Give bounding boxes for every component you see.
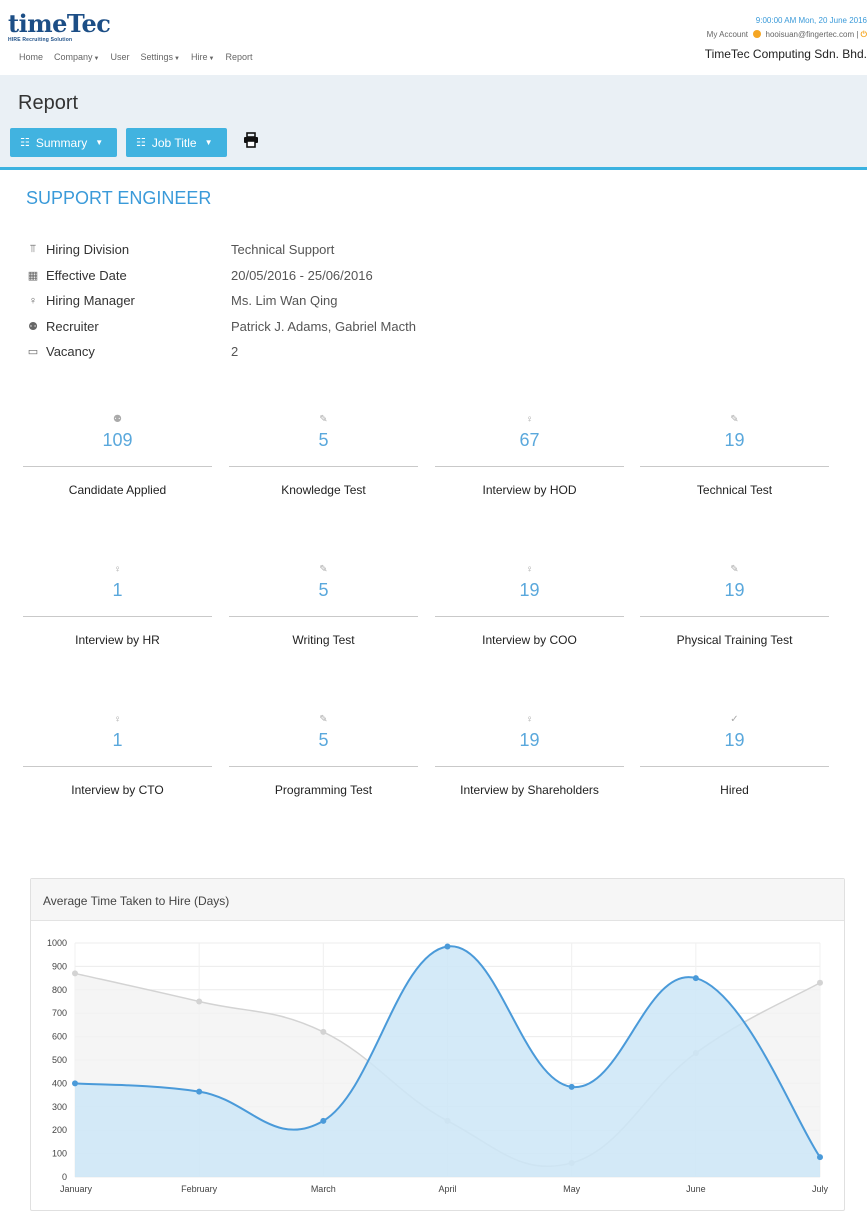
stat-divider bbox=[435, 616, 624, 617]
check-circle-icon: ✓ bbox=[730, 714, 739, 725]
stat-value: 19 bbox=[724, 430, 745, 450]
user-icon: ♀ bbox=[113, 564, 122, 575]
job-title-button-label: Job Title bbox=[151, 135, 197, 150]
series-1-point-july bbox=[817, 1154, 823, 1160]
stat-divider bbox=[229, 466, 418, 467]
info-label-text: Vacancy bbox=[46, 344, 95, 359]
logo-time: time bbox=[8, 9, 67, 38]
nav-item-company[interactable] bbox=[54, 52, 99, 62]
x-tick-label: April bbox=[438, 1184, 457, 1194]
company-name: TimeTec Computing Sdn. Bhd. bbox=[704, 47, 867, 61]
y-tick-label: 600 bbox=[51, 1031, 67, 1042]
y-tick-label: 1000 bbox=[46, 938, 67, 948]
account-email[interactable]: hooisuan@fingertec.com bbox=[765, 30, 855, 39]
account-area bbox=[705, 16, 867, 61]
info-label-text: Recruiter bbox=[46, 318, 99, 334]
stat-divider bbox=[640, 466, 829, 467]
report-header-band bbox=[0, 75, 867, 170]
info-label-text: Effective Date bbox=[46, 267, 127, 283]
info-row-hiring-division bbox=[26, 242, 334, 257]
average-time-to-hire-chart bbox=[30, 878, 845, 1211]
x-tick-label: February bbox=[181, 1184, 218, 1194]
x-tick-label: July bbox=[811, 1184, 828, 1194]
stat-value: 19 bbox=[724, 580, 745, 600]
logo-tec: Tec bbox=[66, 9, 111, 38]
info-label bbox=[26, 344, 231, 359]
info-label bbox=[26, 293, 231, 308]
stat-technical-test[interactable] bbox=[640, 413, 829, 497]
stat-value: 5 bbox=[318, 580, 329, 600]
nav-item-label: Company bbox=[54, 52, 93, 62]
info-row-recruiter bbox=[26, 319, 416, 334]
sitemap-icon: ☷ bbox=[136, 137, 146, 149]
stat-value: 5 bbox=[318, 730, 329, 750]
y-tick-label: 900 bbox=[51, 961, 67, 972]
stat-writing-test[interactable] bbox=[229, 563, 418, 647]
stat-label: Interview by COO bbox=[482, 633, 577, 647]
stat-label: Hired bbox=[720, 783, 749, 797]
logo-subtitle: HIRE Recruiting Solution bbox=[8, 37, 73, 43]
job-title-dropdown-button[interactable] bbox=[126, 128, 227, 157]
nav-item-label: User bbox=[110, 52, 130, 62]
stat-label: Interview by HOD bbox=[482, 483, 577, 497]
stat-value: 19 bbox=[519, 730, 540, 750]
pencil-icon: ✎ bbox=[319, 564, 328, 575]
nav-item-hire[interactable] bbox=[191, 52, 214, 62]
page-title: Report bbox=[18, 92, 79, 114]
summary-dropdown-button[interactable] bbox=[10, 128, 117, 157]
caret-down-icon: ▼ bbox=[95, 138, 104, 147]
nav-item-settings[interactable] bbox=[141, 52, 180, 62]
info-label bbox=[26, 268, 231, 283]
main-nav bbox=[19, 52, 252, 62]
info-row-effective-date bbox=[26, 268, 373, 283]
pencil-icon: ✎ bbox=[319, 714, 328, 725]
stat-value: 1 bbox=[112, 580, 123, 600]
stat-interview-by-shareholders[interactable] bbox=[435, 713, 624, 797]
chart-canvas bbox=[31, 921, 844, 1211]
user-icon: ♀ bbox=[525, 564, 534, 575]
briefcase-icon: ▭ bbox=[27, 346, 39, 358]
nav-item-user[interactable] bbox=[111, 52, 130, 62]
stat-divider bbox=[640, 766, 829, 767]
stat-label: Writing Test bbox=[292, 633, 355, 647]
chart-title: Average Time Taken to Hire (Days) bbox=[31, 879, 844, 921]
y-tick-label: 0 bbox=[61, 1172, 67, 1182]
logout-power-icon[interactable]: ⏻ bbox=[860, 30, 867, 39]
current-datetime: 9:00:00 AM Mon, 20 June 2016 bbox=[755, 16, 867, 25]
info-value: Technical Support bbox=[231, 242, 335, 257]
y-tick-label: 500 bbox=[51, 1055, 67, 1065]
print-icon[interactable] bbox=[243, 132, 259, 148]
stat-physical-training-test[interactable] bbox=[640, 563, 829, 647]
y-tick-label: 200 bbox=[51, 1125, 67, 1136]
account-status-icon bbox=[753, 30, 761, 38]
stat-label: Knowledge Test bbox=[281, 483, 366, 497]
stat-divider bbox=[23, 616, 212, 617]
stat-value: 19 bbox=[724, 730, 745, 750]
caret-down-icon: ▼ bbox=[93, 56, 100, 62]
summary-button-label: Summary bbox=[35, 135, 88, 150]
signpost-icon: ⫪ bbox=[29, 243, 37, 255]
timetec-hire-logo[interactable] bbox=[8, 9, 111, 43]
info-row-vacancy bbox=[26, 344, 238, 359]
stat-value: 19 bbox=[519, 580, 540, 600]
pencil-icon: ✎ bbox=[319, 414, 328, 425]
stat-divider bbox=[229, 766, 418, 767]
info-value: Patrick J. Adams, Gabriel Macth bbox=[231, 318, 416, 334]
info-value: 20/05/2016 - 25/06/2016 bbox=[231, 267, 373, 283]
series-0-point-january bbox=[72, 970, 78, 976]
nav-item-label: Hire bbox=[191, 52, 208, 62]
top-header bbox=[0, 0, 867, 75]
nav-item-label: Home bbox=[19, 52, 44, 62]
stat-label: Physical Training Test bbox=[676, 633, 793, 647]
info-label bbox=[26, 242, 231, 257]
stat-divider bbox=[435, 766, 624, 767]
nav-item-label: Report bbox=[225, 52, 253, 62]
info-label bbox=[26, 319, 231, 334]
stat-label: Interview by CTO bbox=[71, 783, 164, 797]
info-label-text: Hiring Manager bbox=[46, 293, 135, 308]
stat-interview-by-hr[interactable] bbox=[23, 563, 212, 647]
nav-item-report[interactable] bbox=[225, 52, 252, 62]
stat-label: Candidate Applied bbox=[68, 483, 167, 497]
series-0-point-february bbox=[196, 999, 202, 1005]
series-1-point-january bbox=[72, 1080, 78, 1086]
stat-divider bbox=[23, 466, 212, 467]
stat-interview-by-coo[interactable] bbox=[435, 563, 624, 647]
stat-value: 1 bbox=[112, 730, 123, 750]
user-icon: ♀ bbox=[525, 414, 534, 425]
user-icon: ♀ bbox=[525, 714, 534, 725]
nav-item-label: Settings bbox=[140, 52, 174, 62]
info-value: Ms. Lim Wan Qing bbox=[231, 293, 338, 308]
caret-down-icon: ▼ bbox=[204, 138, 213, 147]
series-1-point-april bbox=[445, 944, 451, 950]
series-1-point-february bbox=[196, 1089, 202, 1095]
stat-value: 67 bbox=[519, 430, 540, 450]
stat-label: Interview by Shareholders bbox=[460, 783, 599, 797]
y-tick-label: 800 bbox=[51, 984, 67, 995]
job-title-heading: SUPPORT ENGINEER bbox=[26, 188, 212, 208]
user-icon: ♀ bbox=[113, 714, 122, 725]
stat-value: 109 bbox=[102, 430, 133, 450]
stat-divider bbox=[435, 466, 624, 467]
stat-divider bbox=[229, 616, 418, 617]
y-tick-label: 700 bbox=[51, 1008, 67, 1019]
pencil-icon: ✎ bbox=[730, 414, 739, 425]
stat-hired[interactable] bbox=[640, 713, 829, 797]
stat-label: Interview by HR bbox=[75, 633, 160, 647]
stat-divider bbox=[23, 766, 212, 767]
pencil-icon: ✎ bbox=[730, 564, 739, 575]
info-label-text: Hiring Division bbox=[46, 242, 130, 257]
nav-item-home[interactable] bbox=[19, 52, 43, 62]
users-icon: ⚉ bbox=[28, 320, 38, 333]
x-tick-label: March bbox=[310, 1184, 336, 1194]
series-1-point-may bbox=[569, 1084, 575, 1090]
users-icon: ⚉ bbox=[113, 414, 122, 425]
stat-programming-test[interactable] bbox=[229, 713, 418, 797]
x-tick-label: June bbox=[686, 1184, 706, 1194]
x-tick-label: May bbox=[563, 1184, 581, 1194]
stat-divider bbox=[640, 616, 829, 617]
y-tick-label: 300 bbox=[51, 1101, 67, 1112]
caret-down-icon: ▼ bbox=[208, 56, 215, 62]
logo-wordmark bbox=[8, 9, 111, 38]
info-value: 2 bbox=[231, 344, 239, 359]
series-1-point-june bbox=[693, 975, 699, 981]
calendar-icon: ▦ bbox=[27, 269, 39, 282]
my-account-link[interactable]: My Account bbox=[706, 30, 749, 39]
account-line bbox=[705, 30, 867, 40]
stat-knowledge-test[interactable] bbox=[229, 413, 418, 497]
y-tick-label: 400 bbox=[51, 1078, 67, 1089]
info-row-hiring-manager bbox=[26, 293, 337, 308]
stat-label: Programming Test bbox=[274, 783, 373, 797]
sitemap-icon: ☷ bbox=[20, 137, 30, 149]
stat-interview-by-cto[interactable] bbox=[23, 713, 212, 797]
series-0-point-july bbox=[817, 980, 823, 986]
user-icon: ♀ bbox=[28, 294, 38, 307]
series-1-point-march bbox=[320, 1118, 326, 1124]
caret-down-icon: ▼ bbox=[174, 56, 180, 62]
series-0-point-march bbox=[320, 1029, 326, 1035]
x-tick-label: January bbox=[60, 1184, 93, 1194]
account-separator: | bbox=[856, 30, 859, 39]
y-tick-label: 100 bbox=[51, 1148, 67, 1159]
stat-candidate-applied[interactable] bbox=[23, 413, 212, 497]
stat-label: Technical Test bbox=[696, 483, 773, 497]
stat-interview-by-hod[interactable] bbox=[435, 413, 624, 497]
stat-value: 5 bbox=[318, 430, 329, 450]
